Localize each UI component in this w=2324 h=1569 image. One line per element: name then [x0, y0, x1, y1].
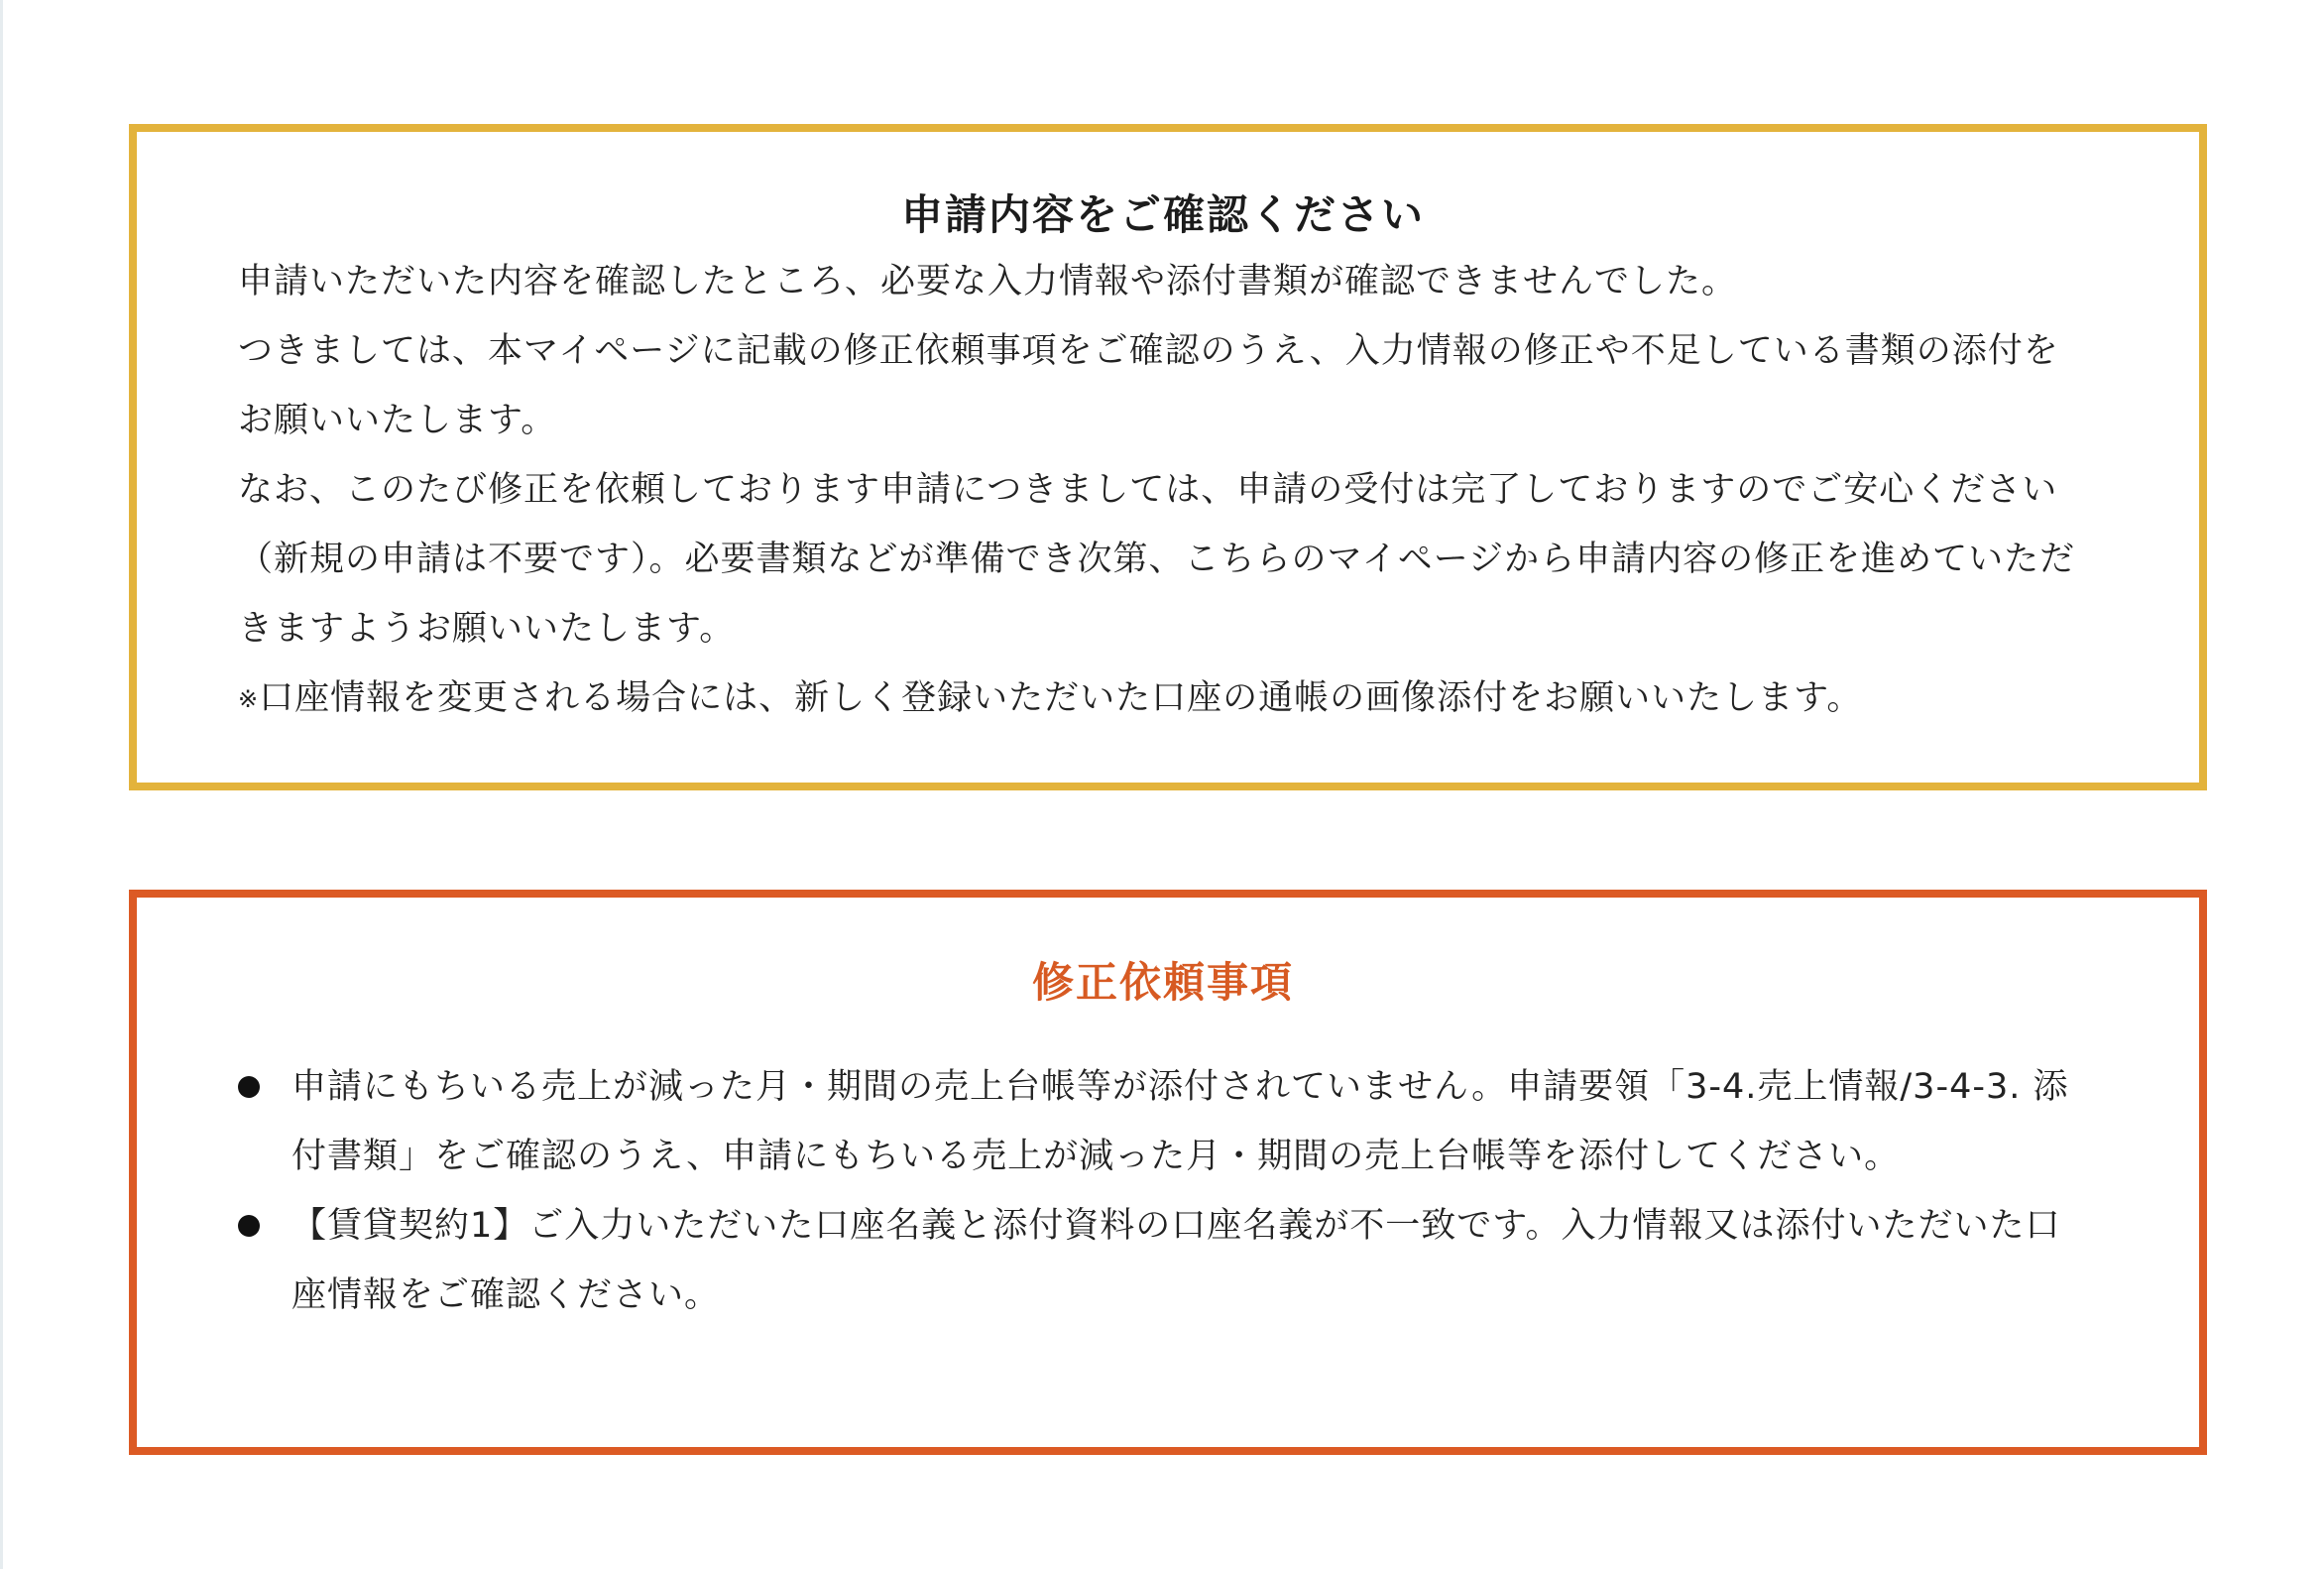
note-mark: ※ [238, 685, 260, 713]
confirmation-paragraph: 申請いただいた内容を確認したところ、必要な入力情報や添付書類が確認できませんでした。 [238, 262, 1738, 302]
correction-request-text: 【賃貸契約1】ご入力いただいた口座名義と添付資料の口座名義が不一致です。入力情報又は添付いただいた口座情報をご確認ください。 [291, 1206, 2061, 1315]
correction-request-title: 修正依頼事項 [1031, 958, 1294, 1007]
account-change-note-text: 口座情報を変更される場合には、新しく登録いただいた口座の通帳の画像添付をお願いいたします。 [259, 678, 1863, 718]
confirmation-title: 申請内容をご確認ください [900, 190, 1425, 239]
correction-request-box [129, 890, 2207, 1455]
bullet-icon [238, 1215, 260, 1237]
correction-request-text: 申請にもちいる売上が減った月・期間の売上台帳等が添付されていません。申請要領「3-4.売上情報/3-4-3. 添付書類」をご確認のうえ、申請にもちいる売上が減った月・期間の売上台帳等を添付してください。 [291, 1067, 2069, 1176]
confirmation-paragraph: つきましては、本マイページに記載の修正依頼事項をご確認のうえ、入力情報の修正や不足している書類の添付をお願いいたします。 [238, 331, 2059, 440]
correction-request-list [238, 1052, 2088, 1330]
account-change-note [238, 664, 2088, 734]
list-item [238, 1052, 2088, 1191]
list-item [238, 1191, 2088, 1330]
confirmation-paragraph: なお、このたび修正を依頼しております申請につきましては、申請の受付は完了しておりますのでご安心ください（新規の申請は不要です）。必要書類などが準備でき次第、こちらのマイページから申請内容の修正を進めていただきますようお願いいたします。 [238, 470, 2076, 649]
confirmation-notice [129, 124, 2207, 790]
bullet-icon [238, 1076, 260, 1098]
